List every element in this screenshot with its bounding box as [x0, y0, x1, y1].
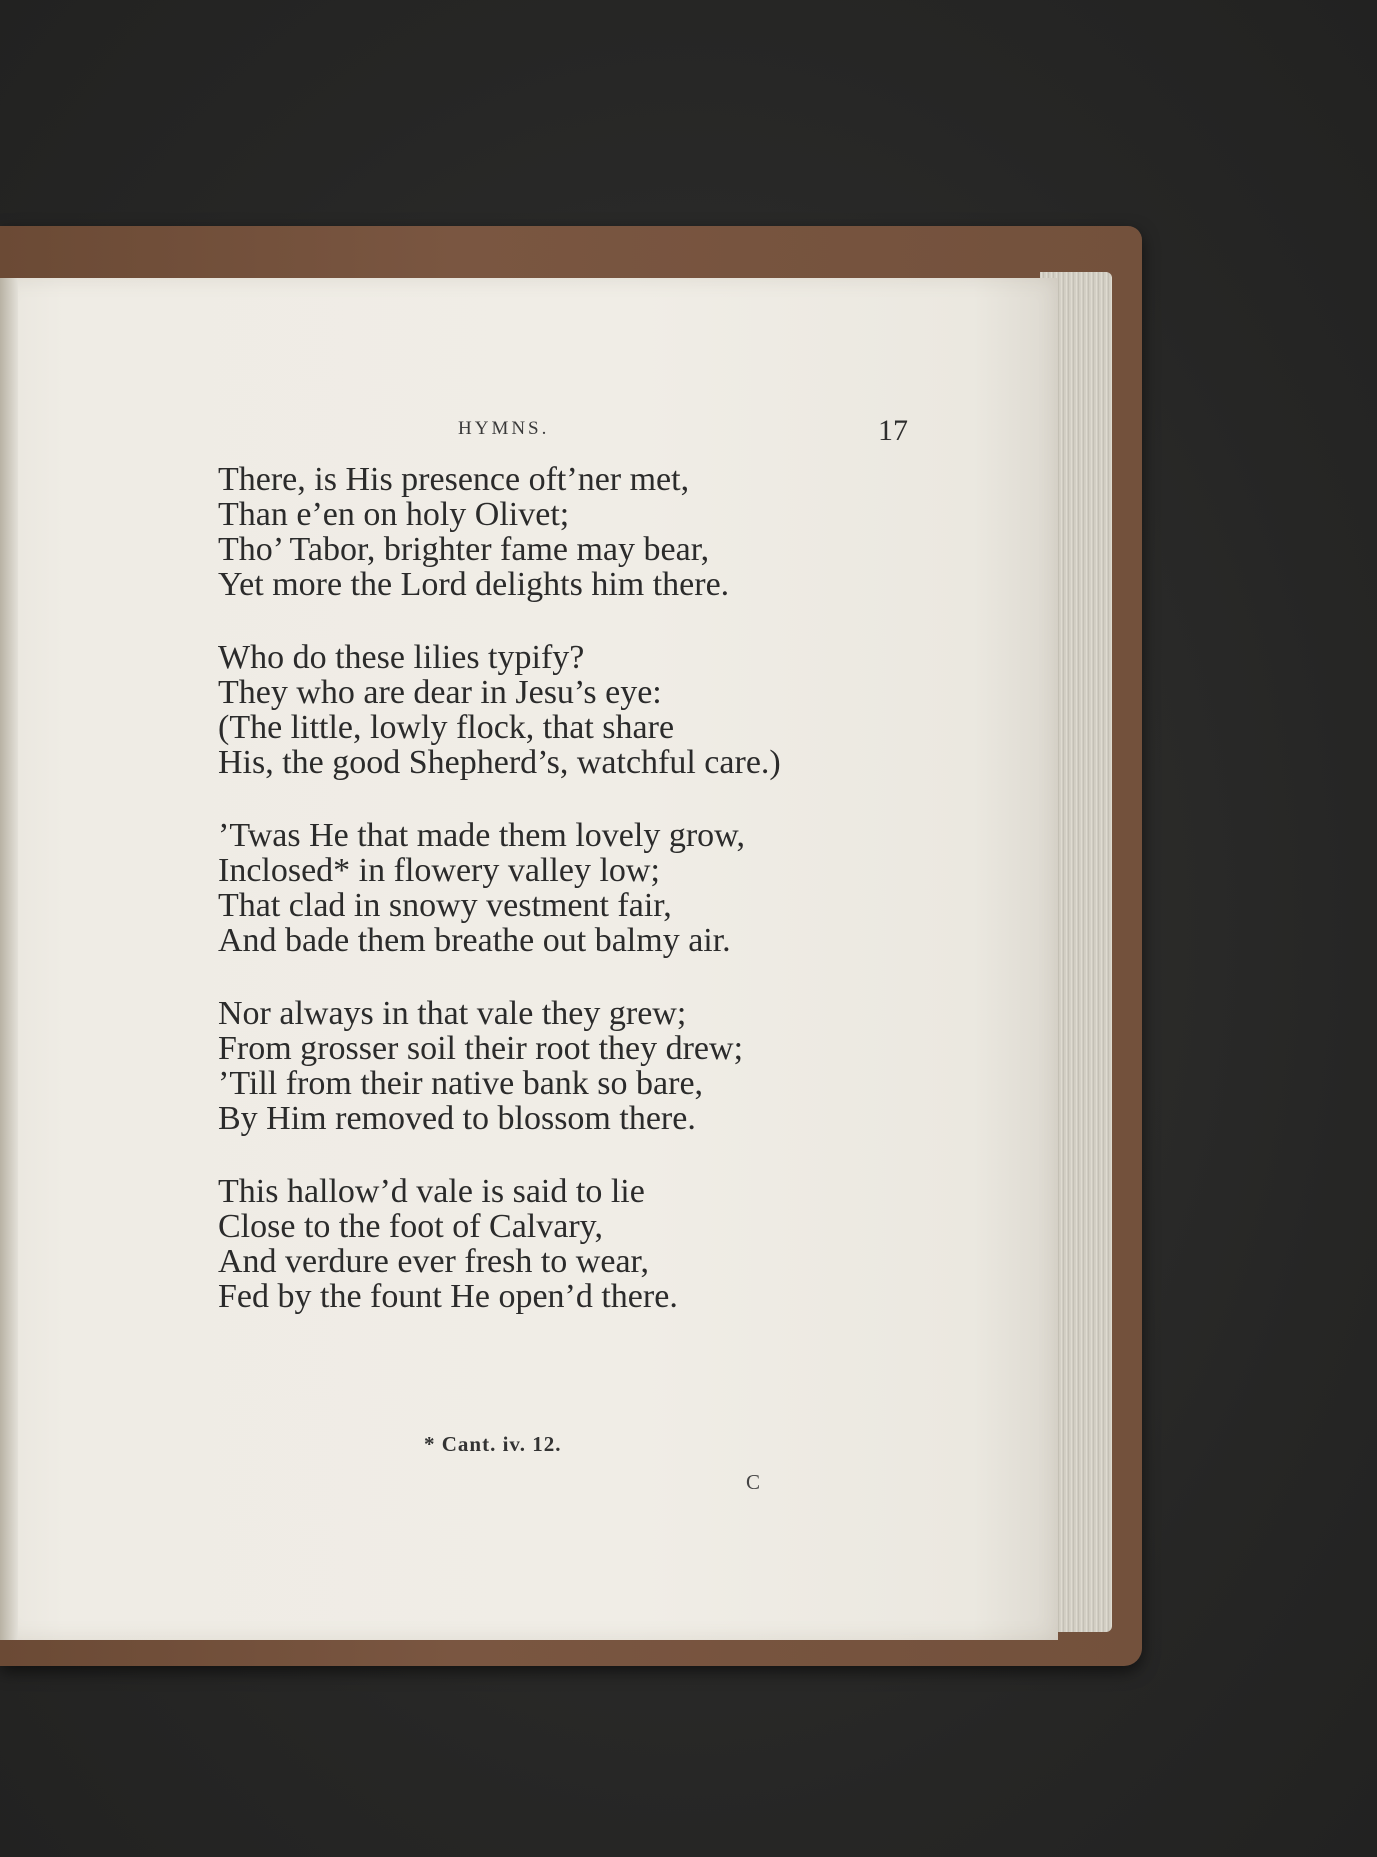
poem-line: From grosser soil their root they drew; [218, 1030, 744, 1067]
poem-line: Yet more the Lord delights him there. [218, 566, 730, 603]
poem-line: (The little, lowly flock, that share [218, 709, 675, 746]
poem-line: Tho’ Tabor, brighter fame may bear, [218, 531, 710, 568]
poem-line: Inclosed* in flowery valley low; [218, 852, 660, 889]
page-gutter [0, 278, 18, 1640]
poem-line: Who do these lilies typify? [218, 639, 585, 676]
poem-line: By Him removed to blossom there. [218, 1100, 696, 1137]
poem [218, 462, 918, 1352]
stanza [218, 462, 918, 602]
poem-line: And verdure ever fresh to wear, [218, 1243, 649, 1280]
poem-line: That clad in snowy vestment fair, [218, 887, 672, 924]
page-number: 17 [878, 414, 908, 447]
poem-line: Close to the foot of Calvary, [218, 1208, 603, 1245]
poem-line: They who are dear in Jesu’s eye: [218, 674, 662, 711]
poem-line: Nor always in that vale they grew; [218, 995, 687, 1032]
poem-line: Fed by the fount He open’d there. [218, 1278, 678, 1315]
poem-line: And bade them breathe out balmy air. [218, 922, 731, 959]
poem-line: ’Twas He that made them lovely grow, [218, 817, 745, 854]
running-head [0, 414, 1058, 447]
poem-line: This hallow’d vale is said to lie [218, 1173, 645, 1210]
poem-line: His, the good Shepherd’s, watchful care.) [218, 744, 781, 781]
poem-line: ’Till from their native bank so bare, [218, 1065, 704, 1102]
running-title: HYMNS. [458, 418, 550, 439]
footnote: * Cant. iv. 12. [424, 1432, 562, 1456]
poem-line: There, is His presence oft’ner met, [218, 461, 690, 498]
stanza [218, 1174, 918, 1314]
stanza [218, 818, 918, 958]
poem-line: Than e’en on holy Olivet; [218, 496, 570, 533]
stanza [218, 640, 918, 780]
signature-mark: C [746, 1470, 761, 1494]
stanza [218, 996, 918, 1136]
